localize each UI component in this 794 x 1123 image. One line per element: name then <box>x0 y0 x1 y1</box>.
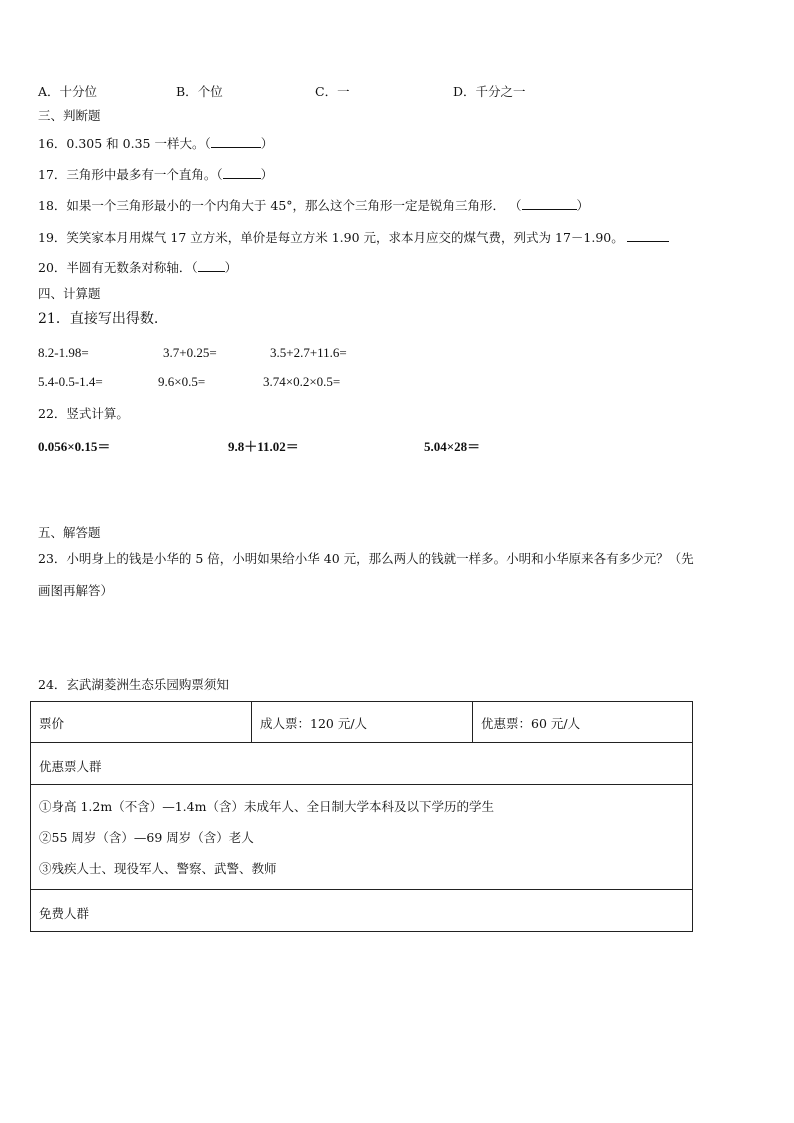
table-row <box>31 702 692 743</box>
question-23-line2: 画图再解答） <box>38 583 114 598</box>
calc-item: 3.74×0.2×0.5= <box>263 374 341 389</box>
option-d: D．千分之一 <box>453 84 526 99</box>
question-21-title: 21．直接写出得数. <box>38 311 159 327</box>
discount-group-item: ③残疾人士、现役军人、警察、武警、教师 <box>39 861 277 876</box>
table-row <box>31 785 692 890</box>
question-19: 19．笑笑家本月用煤气 17 立方米，单价是每立方米 1.90 元，求本月应交的煤气费，列式为 17－1.90。 <box>38 229 669 246</box>
calc-item: 3.5+2.7+11.6= <box>270 345 347 360</box>
answer-blank[interactable] <box>522 197 577 210</box>
discount-ticket-cell: 优惠票：60 元/人 <box>472 702 692 742</box>
question-16: 16．0.305 和 0.35 一样大。（ ） <box>38 136 274 151</box>
adult-ticket-cell: 成人票：120 元/人 <box>251 702 472 742</box>
vertical-calc-item: 5.04×28＝ <box>424 439 481 454</box>
option-b: B．个位 <box>176 84 223 99</box>
table-row <box>31 743 692 785</box>
section-4-title: 四、计算题 <box>38 286 101 301</box>
calc-item: 9.6×0.5= <box>158 374 206 389</box>
question-24-title: 24．玄武湖菱洲生态乐园购票须知 <box>38 677 229 692</box>
option-a: A．十分位 <box>38 84 98 99</box>
vertical-calc-item: 0.056×0.15＝ <box>38 439 111 454</box>
calc-item: 3.7+0.25= <box>163 345 217 360</box>
question-18: 18．如果一个三角形最小的一个内角大于 45°，那么这个三角形一定是锐角三角形． （ ） <box>38 198 590 213</box>
question-17: 17．三角形中最多有一个直角。（ ） <box>38 167 274 182</box>
price-label-cell: 票价 <box>39 716 65 731</box>
answer-blank[interactable] <box>223 166 261 179</box>
answer-blank[interactable] <box>627 229 669 242</box>
discount-group-item: ②55 周岁（含）—69 周岁（含）老人 <box>39 830 254 845</box>
discount-group-item: ①身高 1.2m（不含）—1.4m（含）未成年人、全日制大学本科及以下学历的学生 <box>39 799 494 814</box>
section-3-title: 三、判断题 <box>38 108 101 123</box>
question-20: 20．半圆有无数条对称轴．（ ） <box>38 260 238 275</box>
answer-blank[interactable] <box>198 259 225 272</box>
section-5-title: 五、解答题 <box>38 525 101 540</box>
table-row <box>31 890 692 931</box>
free-group-title: 免费人群 <box>39 906 90 921</box>
discount-group-title: 优惠票人群 <box>39 759 102 774</box>
answer-blank[interactable] <box>211 135 261 148</box>
calc-item: 8.2-1.98= <box>38 345 89 360</box>
calc-item: 5.4-0.5-1.4= <box>38 374 103 389</box>
option-c: C．一 <box>315 84 350 99</box>
question-22-title: 22．竖式计算。 <box>38 406 129 421</box>
ticket-info-table <box>30 701 693 932</box>
question-23-line1: 23．小明身上的钱是小华的 5 倍，小明如果给小华 40 元，那么两人的钱就一样多。小明和小华原来各有多少元？（先 <box>38 551 694 566</box>
vertical-calc-item: 9.8＋11.02＝ <box>228 439 299 454</box>
